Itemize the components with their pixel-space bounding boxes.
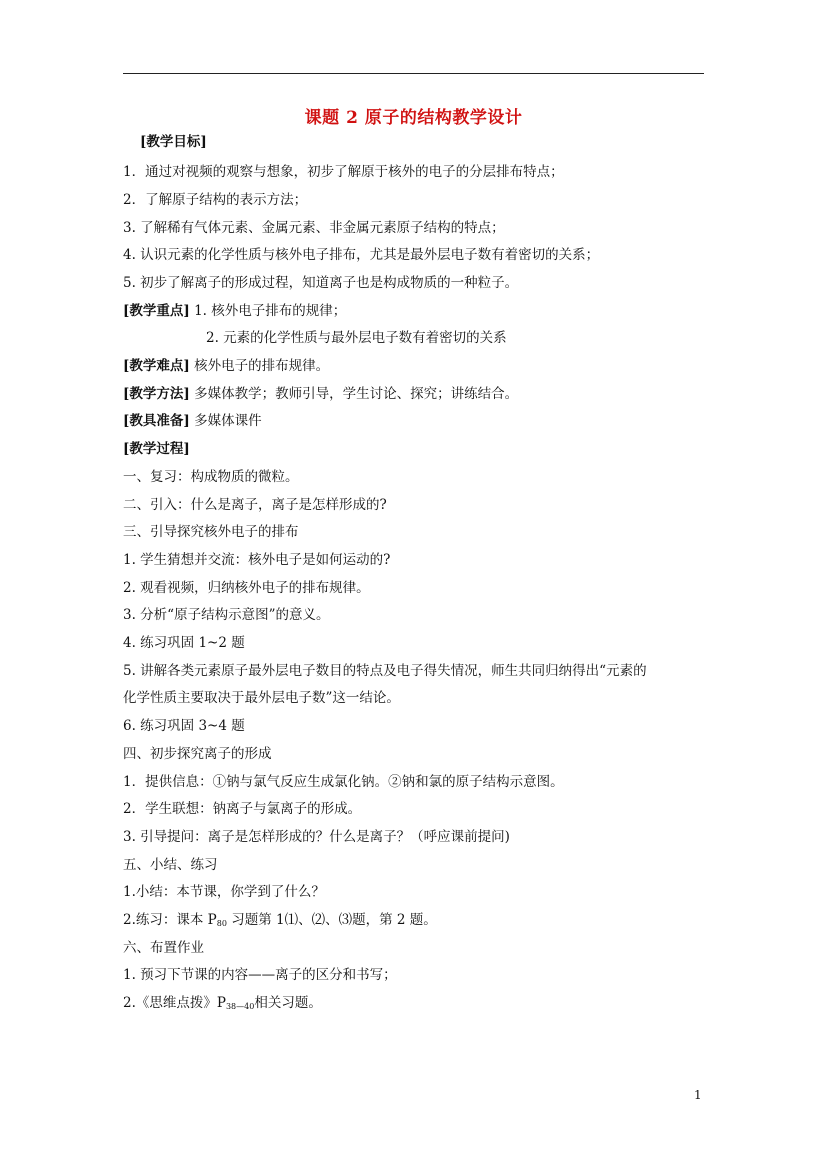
page-subscript: 38—40 [225,1002,255,1011]
process-step: 6. 练习巩固 3~4 题 [123,718,245,734]
process-step: 3. 引导提问：离子是怎样形成的？什么是离子？（呼应课前提问) [123,829,510,845]
process-step: 1. 学生猜想并交流：核外电子是如何运动的? [123,552,391,568]
objective-item: 1．通过对视频的观察与想象，初步了解原于核外的电子的分层排布特点； [123,164,564,180]
process-step: 1．提供信息：①钠与氯气反应生成氯化钠。②钠和氯的原子结构示意图。 [123,774,564,790]
difficulty-text: 核外电子的排布规律。 [194,358,330,374]
process-step-continuation: 化学性质主要取决于最外层电子数”这一结论。 [123,690,400,706]
section-intro: 二、引入：什么是离子，离子是怎样形成的? [123,497,387,513]
tools-row [123,411,262,431]
process-step: 2．学生联想：钠离子与氯离子的形成。 [123,801,362,817]
process-step: 5. 讲解各类元素原子最外层电子数目的特点及电子得失情况，师生共同归纳得出“元素的 [123,663,647,679]
objective-item: 3. 了解稀有气体元素、金属元素、非金属元素原子结构的特点； [123,220,505,236]
process-step: 2. 观看视频，归纳核外电子的排布规律。 [123,580,370,596]
practice-text: 2.练习：课本 P [123,912,217,928]
process-heading: [教学过程] [123,441,190,457]
page-subscript: 80 [216,919,227,928]
homework-item: 1. 预习下节课的内容——离子的区分和书写； [123,967,397,983]
objective-item: 5. 初步了解离子的形成过程，知道离子也是构成物质的一种粒子。 [123,275,519,291]
objectives-heading: [教学目标] [140,134,207,150]
process-step: 3. 分析“原子结构示意图”的意义。 [123,607,330,623]
objective-item: 2．了解原子结构的表示方法； [123,192,308,208]
summary-item: 1.小结：本节课，你学到了什么？ [123,884,325,900]
practice-text-rest: 习题第 1⑴、⑵、⑶题，第 2 题。 [226,912,437,928]
homework-item [123,993,322,1017]
section-explore-electrons: 三、引导探究核外电子的排布 [123,524,299,540]
difficulty-heading: [教学难点] [123,358,190,374]
tools-text: 多媒体课件 [194,413,262,429]
difficulty-row [123,356,329,376]
objective-item: 4. 认识元素的化学性质与核外电子排布，尤其是最外层电子数有着密切的关系； [123,247,600,263]
key-points-heading: [教学重点] [123,303,190,319]
methods-heading: [教学方法] [123,386,190,402]
methods-text: 多媒体教学；教师引导，学生讨论、探究；讲练结合。 [194,386,519,402]
key-points-row [123,301,346,321]
header-rule [123,73,704,74]
page-number: 1 [694,1088,702,1102]
section-review: 一、复习：构成物质的微粒。 [123,469,299,485]
practice-item [123,910,437,934]
section-homework: 六、布置作业 [123,940,204,956]
methods-row [123,384,518,404]
process-step: 4. 练习巩固 1~2 题 [123,635,245,651]
document-title: 课题 2 原子的结构教学设计 [304,108,523,128]
key-point-item: 1. 核外电子排布的规律； [194,303,347,319]
key-point-item: 2. 元素的化学性质与最外层电子数有着密切的关系 [206,330,507,346]
section-ion-formation: 四、初步探究离子的形成 [123,746,272,762]
homework-text-rest: 相关习题。 [254,995,322,1011]
tools-heading: [教具准备] [123,413,190,429]
section-summary: 五、小结、练习 [123,857,218,873]
homework-text: 2.《思维点拨》P [123,995,226,1011]
